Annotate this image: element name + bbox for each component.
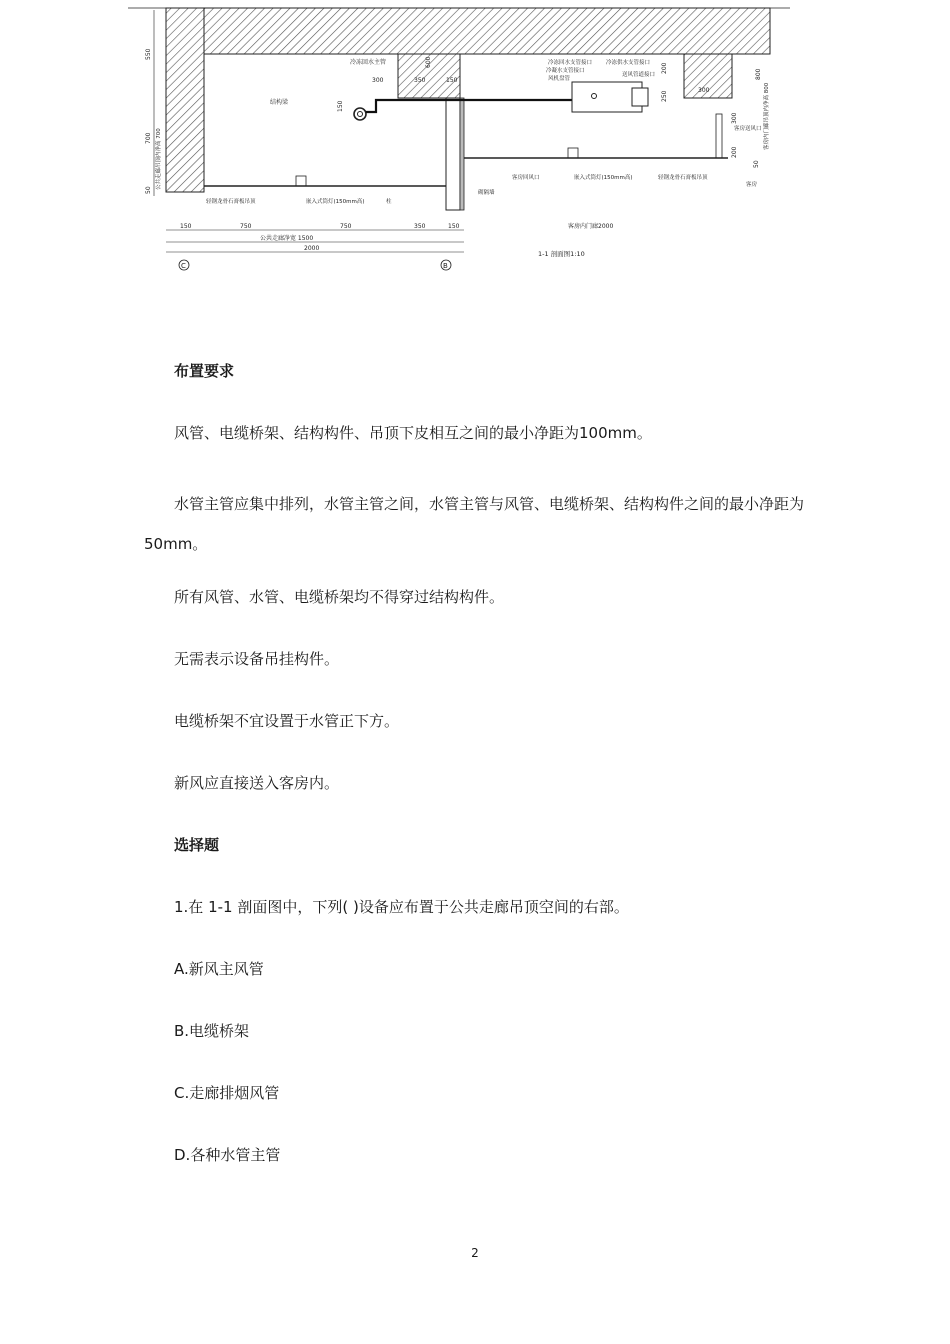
- grid-label-left: C: [181, 262, 186, 270]
- label-structural-beam: 结构梁: [270, 99, 289, 106]
- label-partition-wall: 砌隔墙: [478, 190, 495, 196]
- label-downlight-right: 嵌入式筒灯(150mm高): [574, 175, 633, 181]
- dim-350-top: 350: [414, 77, 426, 84]
- dim-550: 550: [145, 48, 152, 60]
- left-wall: [166, 8, 204, 192]
- dim-bottom-150-right: 150: [448, 223, 460, 230]
- label-room-supply-vent: 客房送风口: [734, 126, 762, 132]
- option-a: A.新风主风管: [174, 960, 264, 978]
- dim-600: 600: [425, 56, 432, 68]
- paragraph-no-hangers: 无需表示设备吊挂构件。: [174, 650, 340, 668]
- top-slab: [204, 8, 770, 54]
- chilled-return-main-pipe: [354, 108, 366, 120]
- option-d: D.各种水管主管: [174, 1146, 281, 1164]
- dim-50: 50: [145, 186, 152, 194]
- downlight-left-icon: [296, 176, 306, 186]
- dim-250: 250: [661, 90, 668, 102]
- dim-300-vertical: 300: [731, 112, 738, 124]
- paragraph-fresh-air: 新风应直接送入客房内。: [174, 774, 340, 792]
- dim-700: 700: [145, 132, 152, 144]
- dim-300-top: 300: [372, 77, 384, 84]
- label-supply-duct-port: 送风管道接口: [622, 72, 656, 78]
- dim-300-room: 300: [698, 87, 710, 94]
- dim-bottom-750-a: 750: [240, 223, 252, 230]
- label-room: 客房: [746, 182, 758, 188]
- label-column: 柱: [386, 199, 392, 205]
- label-room-door-clear-height: 客房内门廊吊顶内净高 800: [764, 82, 770, 150]
- paragraph-water-pipe: 水管主管应集中排列，水管主管之间，水管主管与风管、电缆桥架、结构构件之间的最小净距为50mm。: [144, 495, 805, 553]
- column: [446, 98, 460, 210]
- figure-caption: 1-1 剖面图1:10: [538, 250, 585, 258]
- dim-800: 800: [755, 68, 762, 80]
- dim-bottom-150-left: 150: [180, 223, 192, 230]
- partition-wall: [460, 98, 464, 210]
- dim-150-top: 150: [446, 77, 458, 84]
- label-corridor-ceiling-right: 轻钢龙骨石膏板吊顶: [658, 175, 708, 181]
- label-room-vestibule: 客房内门廊2000: [568, 223, 614, 230]
- label-corridor-ceiling-left: 轻钢龙骨石膏板吊顶: [206, 199, 256, 205]
- dim-200-vertical: 200: [731, 146, 738, 158]
- paragraph-clearance-duct: 风管、电缆桥架、结构构件、吊顶下皮相互之间的最小净距为100mm。: [174, 424, 652, 442]
- page-number: 2: [471, 1246, 479, 1260]
- paragraph-no-penetration: 所有风管、水管、电缆桥架均不得穿过结构构件。: [174, 588, 505, 606]
- dim-150-vertical: 150: [337, 100, 344, 112]
- multiple-choice-heading: 选择题: [174, 836, 220, 854]
- section-drawing-1-1: [128, 0, 790, 272]
- label-room-return-vent: 客房回风口: [512, 175, 540, 181]
- label-corridor-clear-height: 公共走廊吊顶内净高 700: [156, 128, 162, 190]
- paragraph-cable-tray: 电缆桥架不宜设置于水管正下方。: [174, 712, 400, 730]
- layout-requirements-heading: 布置要求: [174, 362, 235, 380]
- option-c: C.走廊排烟风管: [174, 1084, 280, 1102]
- label-chilled-supply-branch-port: 冷冻供水支管接口: [606, 60, 651, 66]
- return-vent-icon: [568, 148, 578, 158]
- label-corridor-clear-width: 公共走廊净宽 1500: [260, 235, 314, 242]
- supply-duct-connector: [632, 88, 648, 106]
- label-chilled-return-branch-port: 冷冻回水支管接口: [548, 60, 593, 66]
- option-b: B.电缆桥架: [174, 1022, 250, 1040]
- dim-bottom-750-b: 750: [340, 223, 352, 230]
- dim-bottom-350: 350: [414, 223, 426, 230]
- dim-50-right: 50: [753, 160, 760, 168]
- label-chilled-return-main: 冷冻回水主管: [350, 59, 387, 66]
- dim-bottom-2000: 2000: [304, 245, 320, 252]
- label-downlight-left: 嵌入式筒灯(150mm高): [306, 199, 365, 205]
- label-condensate-branch-port: 冷凝水支管接口: [546, 68, 585, 74]
- question-1: 1.在 1-1 剖面图中，下列( )设备应布置于公共走廊吊顶空间的右部。: [174, 898, 629, 916]
- grid-label-right: B: [443, 262, 448, 270]
- dim-200-top: 200: [661, 62, 668, 74]
- label-fan-coil: 风机盘管: [548, 76, 571, 82]
- room-supply-vent-icon: [716, 114, 722, 158]
